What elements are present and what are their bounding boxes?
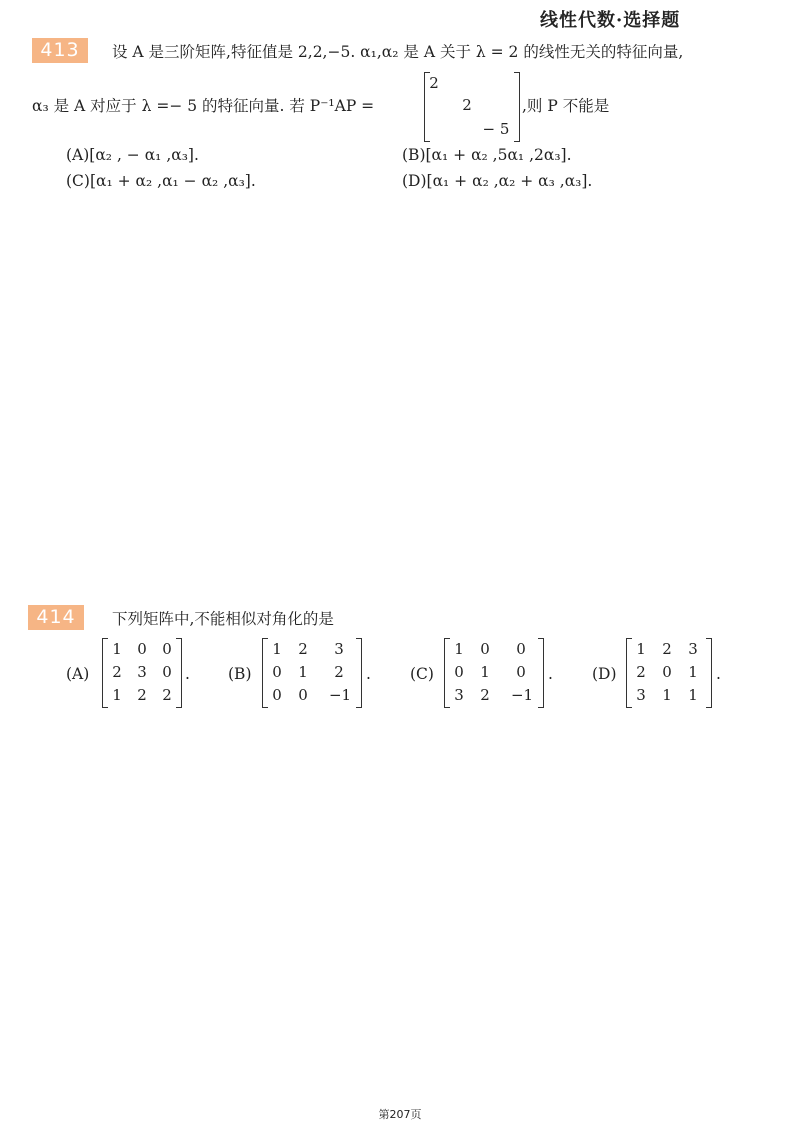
matrix-cell: 2: [636, 663, 646, 681]
q414-option-label-c[interactable]: (C): [410, 665, 434, 683]
q413-stem-tail: ,则 P 不能是: [522, 97, 610, 115]
option-label: (B): [402, 146, 426, 164]
matrix-cell: 3: [334, 640, 344, 658]
matrix-cell: 0: [272, 686, 282, 704]
matrix-cell: 1: [480, 663, 490, 681]
q413-option-c[interactable]: [66, 172, 256, 190]
terminator-period: .: [716, 665, 721, 683]
option-text: [α₁ + α₂ ,5α₁ ,2α₃].: [425, 146, 572, 164]
matrix-cell: 3: [688, 640, 698, 658]
matrix-cell: 0: [298, 686, 308, 704]
option-text: [α₁ + α₂ ,α₂ + α₃ ,α₃].: [426, 172, 593, 190]
q414-option-b-matrix[interactable]: [262, 638, 362, 708]
q414-option-a-matrix[interactable]: [102, 638, 182, 708]
matrix-cell: 1: [688, 663, 698, 681]
q414-option-c-matrix[interactable]: [444, 638, 544, 708]
matrix-cell: −1: [510, 686, 534, 704]
matrix-cell: 2: [462, 96, 472, 114]
q413-option-a[interactable]: [66, 146, 199, 164]
matrix-cell: 2: [162, 686, 172, 704]
matrix-cell: 0: [480, 640, 490, 658]
matrix-cell: 1: [636, 640, 646, 658]
matrix-right-bracket: [514, 72, 520, 142]
matrix-cell: 0: [162, 663, 172, 681]
matrix-cell: 1: [112, 686, 122, 704]
option-text: [α₂ , − α₁ ,α₃].: [89, 146, 199, 164]
matrix-cell: 0: [454, 663, 464, 681]
matrix-cell: 1: [112, 640, 122, 658]
question-number-badge: 414: [28, 605, 84, 630]
option-text: [α₁ + α₂ ,α₁ − α₂ ,α₃].: [89, 172, 256, 190]
option-label: (A): [66, 146, 90, 164]
option-label: (C): [66, 172, 90, 190]
page-number: 第207页: [378, 1108, 422, 1121]
q413-stem-line2: α₃ 是 A 对应于 λ =− 5 的特征向量. 若 P⁻¹AP =: [32, 97, 375, 115]
matrix-cell: 2: [429, 74, 439, 92]
matrix-cell: 1: [454, 640, 464, 658]
q413-diagonal-matrix: [424, 72, 520, 142]
matrix-cell: 2: [662, 640, 672, 658]
matrix-cell: 0: [272, 663, 282, 681]
matrix-cell: 1: [662, 686, 672, 704]
matrix-cell: 2: [112, 663, 122, 681]
q414-option-d-matrix[interactable]: [626, 638, 712, 708]
matrix-cell: 2: [480, 686, 490, 704]
q413-stem-line1: 设 A 是三阶矩阵,特征值是 2,2,−5. α₁,α₂ 是 A 关于 λ = 2 的线性无关的特征向量,: [112, 43, 684, 61]
matrix-cell: 1: [298, 663, 308, 681]
q414-option-label-a[interactable]: (A): [66, 665, 90, 683]
terminator-period: .: [185, 665, 190, 683]
matrix-cell: 0: [162, 640, 172, 658]
matrix-cell: 0: [137, 640, 147, 658]
matrix-cell: 1: [272, 640, 282, 658]
matrix-cell: 3: [137, 663, 147, 681]
q414-stem: 下列矩阵中,不能相似对角化的是: [112, 610, 334, 628]
matrix-cell: − 5: [482, 120, 510, 138]
matrix-cell: 0: [662, 663, 672, 681]
matrix-cell: 2: [334, 663, 344, 681]
q413-option-b[interactable]: [402, 146, 572, 164]
matrix-cell: 1: [688, 686, 698, 704]
matrix-cell: 2: [298, 640, 308, 658]
matrix-cell: 0: [516, 640, 526, 658]
page-section-title: 线性代数·选择题: [540, 10, 681, 31]
matrix-cell: 3: [454, 686, 464, 704]
option-label: (D): [402, 172, 427, 190]
matrix-cell: 3: [636, 686, 646, 704]
terminator-period: .: [548, 665, 553, 683]
q413-option-d[interactable]: [402, 172, 592, 190]
question-number-badge: 413: [32, 38, 88, 63]
matrix-cell: −1: [328, 686, 352, 704]
matrix-cell: 0: [516, 663, 526, 681]
q414-option-label-d[interactable]: (D): [592, 665, 617, 683]
matrix-cell: 2: [137, 686, 147, 704]
q414-option-label-b[interactable]: (B): [228, 665, 252, 683]
terminator-period: .: [366, 665, 371, 683]
